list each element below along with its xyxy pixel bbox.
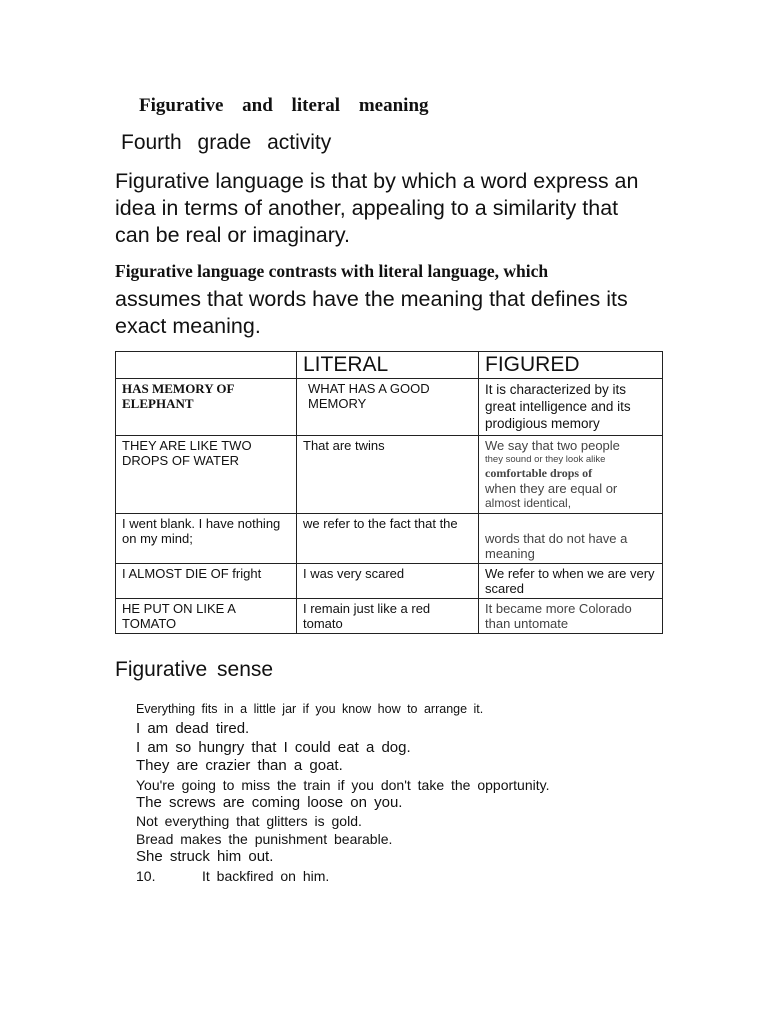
expression-cell: THEY ARE LIKE TWO DROPS OF WATER xyxy=(116,436,297,514)
page-subtitle: Fourth grade activity xyxy=(121,131,332,154)
list-item: Everything fits in a little jar if you know how to arrange it. xyxy=(136,702,484,716)
list-item: Not everything that glitters is gold. xyxy=(136,813,362,829)
expression-cell: I went blank. I have nothing on my mind; xyxy=(116,514,297,564)
literal-cell: WHAT HAS A GOOD MEMORY xyxy=(297,379,479,436)
expression-cell: I ALMOST DIE OF fright xyxy=(116,564,297,599)
table-row xyxy=(116,564,663,599)
list-item-number: 10. xyxy=(136,867,156,884)
intro-paragraph: Figurative language is that by which a word express an idea in terms of another, appealing to a similarity that can be real or imaginary. xyxy=(115,169,639,247)
section-title: Figurative sense xyxy=(115,658,274,681)
meaning-table xyxy=(115,351,663,634)
header-literal: LITERAL xyxy=(297,352,479,379)
contrast-paragraph: assumes that words have the meaning that defines its exact meaning. xyxy=(115,287,628,338)
list-item-last xyxy=(136,867,549,885)
list-item: The screws are coming loose on you. xyxy=(136,793,403,811)
table-row xyxy=(116,514,663,564)
table-row xyxy=(116,436,663,514)
table-row xyxy=(116,379,663,436)
literal-cell: we refer to the fact that the xyxy=(297,514,479,564)
sentence-list xyxy=(136,700,549,885)
expression-cell: HE PUT ON LIKE A TOMATO xyxy=(116,599,297,634)
figured-line: comfortable drops of xyxy=(485,466,593,480)
page-title: Figurative and literal meaning xyxy=(139,95,429,116)
figured-cell: It is characterized by its great intelligence and its prodigious memory xyxy=(479,379,663,436)
figured-line: they sound or they look alike xyxy=(485,454,606,465)
header-figured: FIGURED xyxy=(479,352,663,379)
expression-cell: HAS MEMORY OF ELEPHANT xyxy=(116,379,297,436)
figured-cell: We refer to when we are very scared xyxy=(479,564,663,599)
figured-line: almost identical, xyxy=(485,496,572,510)
literal-cell: I was very scared xyxy=(297,564,479,599)
contrast-line-bold: Figurative language contrasts with literal language, which xyxy=(115,261,549,281)
literal-cell: That are twins xyxy=(297,436,479,514)
list-item: She struck him out. xyxy=(136,848,274,865)
table-row xyxy=(116,599,663,634)
figured-cell: words that do not have a meaning xyxy=(479,514,663,564)
literal-cell: I remain just like a red tomato xyxy=(297,599,479,634)
figured-cell xyxy=(479,436,663,514)
figured-line: We say that two people xyxy=(485,438,620,453)
figured-line: when they are equal or xyxy=(485,481,618,496)
list-item: I am dead tired. xyxy=(136,720,250,737)
list-item-text: It backfired on him. xyxy=(202,867,330,884)
list-item: You're going to miss the train if you don't take the opportunity. xyxy=(136,776,550,793)
list-item: Bread makes the punishment bearable. xyxy=(136,831,393,847)
table-header-row xyxy=(116,352,663,379)
list-item: I am so hungry that I could eat a dog. xyxy=(136,738,411,756)
header-cell-empty xyxy=(116,352,297,379)
figured-cell: It became more Colorado than untomate xyxy=(479,599,663,634)
list-item: They are crazier than a goat. xyxy=(136,757,343,774)
